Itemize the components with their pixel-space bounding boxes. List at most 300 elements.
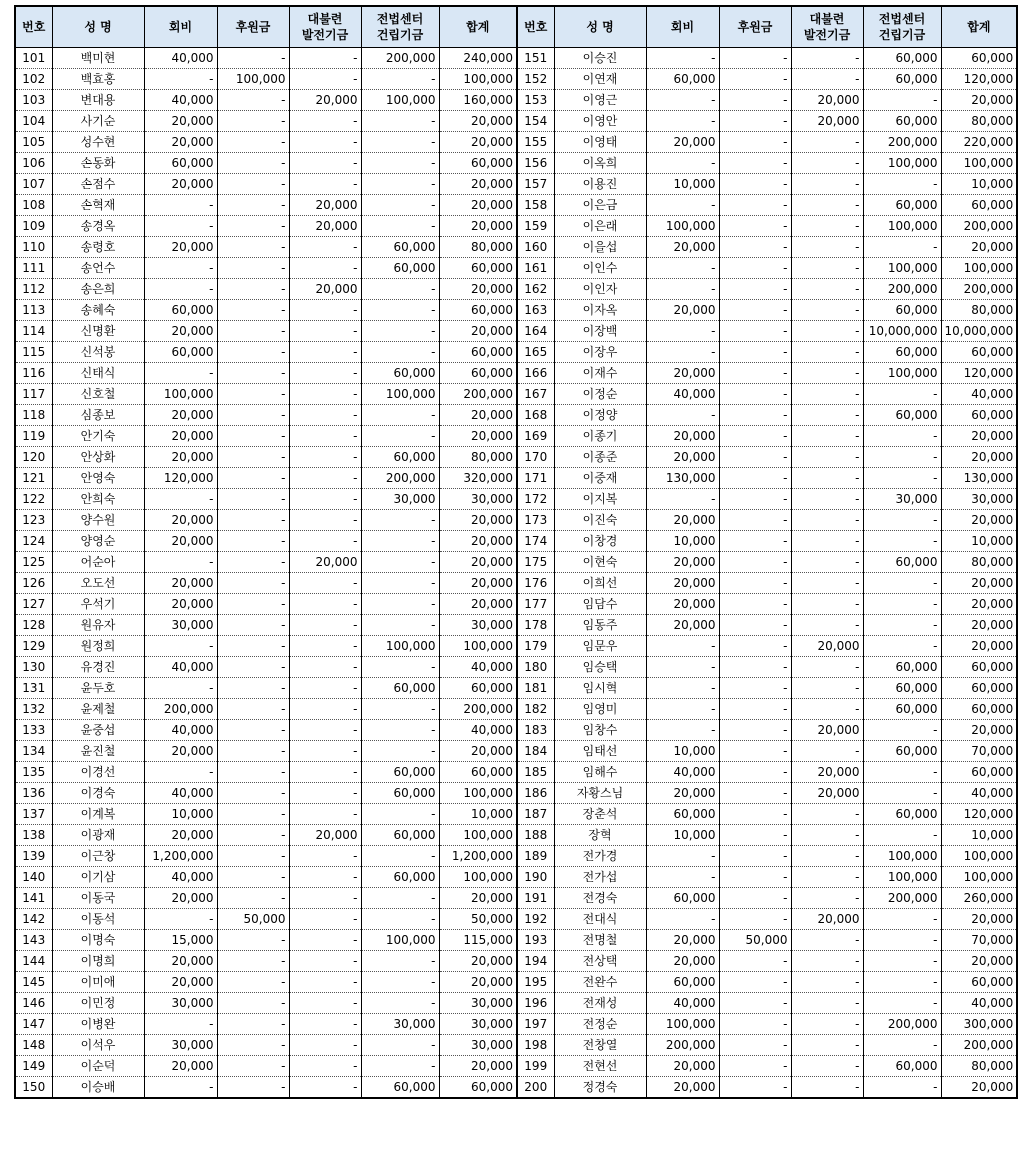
number-cell: 194 — [517, 951, 554, 972]
total-cell: 200,000 — [941, 279, 1017, 300]
membership-fee-cell: 10,000 — [646, 825, 719, 846]
table-row — [15, 741, 1017, 762]
total-cell: 50,000 — [439, 909, 517, 930]
total-cell: 30,000 — [941, 489, 1017, 510]
sponsorship-cell: - — [719, 321, 791, 342]
kubf-fund-cell: - — [289, 993, 361, 1014]
number-cell: 116 — [15, 363, 52, 384]
sponsorship-cell: - — [719, 993, 791, 1014]
number-cell: 113 — [15, 300, 52, 321]
name-cell: 이경선 — [52, 762, 144, 783]
total-cell: 120,000 — [941, 804, 1017, 825]
membership-fee-cell: 20,000 — [144, 531, 217, 552]
dharma-center-fund-cell: 60,000 — [863, 300, 941, 321]
sponsorship-cell: 50,000 — [217, 909, 289, 930]
name-cell: 이지복 — [554, 489, 646, 510]
total-cell: 40,000 — [439, 657, 517, 678]
table-row — [15, 111, 1017, 132]
table-row — [15, 90, 1017, 111]
number-cell: 180 — [517, 657, 554, 678]
table-row — [15, 678, 1017, 699]
membership-fee-cell: 20,000 — [144, 132, 217, 153]
membership-fee-cell: 20,000 — [646, 594, 719, 615]
table-row — [15, 867, 1017, 888]
number-cell: 102 — [15, 69, 52, 90]
kubf-fund-cell: 20,000 — [791, 636, 863, 657]
sponsorship-cell: - — [217, 993, 289, 1014]
total-cell: 30,000 — [439, 615, 517, 636]
total-cell: 300,000 — [941, 1014, 1017, 1035]
number-cell: 174 — [517, 531, 554, 552]
name-cell: 이계복 — [52, 804, 144, 825]
dharma-center-fund-cell: - — [863, 993, 941, 1014]
dharma-center-fund-cell: - — [863, 468, 941, 489]
name-cell: 송혜숙 — [52, 300, 144, 321]
dharma-center-fund-cell: 60,000 — [863, 552, 941, 573]
number-cell: 165 — [517, 342, 554, 363]
sponsorship-cell: - — [217, 342, 289, 363]
name-cell: 사기순 — [52, 111, 144, 132]
sponsorship-cell: - — [217, 48, 289, 69]
col-name-header: 성 명 — [554, 6, 646, 48]
membership-fee-cell: 100,000 — [144, 384, 217, 405]
table-row — [15, 237, 1017, 258]
total-cell: 20,000 — [439, 531, 517, 552]
name-cell: 전대식 — [554, 909, 646, 930]
kubf-fund-cell: - — [791, 846, 863, 867]
name-cell: 이을섭 — [554, 237, 646, 258]
sponsorship-cell: - — [719, 531, 791, 552]
table-row — [15, 972, 1017, 993]
sponsorship-cell: - — [719, 972, 791, 993]
dharma-center-fund-cell: - — [361, 552, 439, 573]
kubf-fund-cell: - — [791, 1035, 863, 1056]
table-row — [15, 153, 1017, 174]
dharma-center-fund-cell: - — [361, 510, 439, 531]
kubf-fund-cell: 20,000 — [289, 825, 361, 846]
name-cell: 신호철 — [52, 384, 144, 405]
number-cell: 167 — [517, 384, 554, 405]
name-cell: 이인자 — [554, 279, 646, 300]
donation-table — [14, 5, 1018, 1099]
dharma-center-fund-cell: - — [361, 426, 439, 447]
number-cell: 142 — [15, 909, 52, 930]
total-cell: 20,000 — [941, 951, 1017, 972]
sponsorship-cell: - — [217, 510, 289, 531]
membership-fee-cell: 30,000 — [144, 615, 217, 636]
number-cell: 114 — [15, 321, 52, 342]
total-cell: 20,000 — [941, 1077, 1017, 1099]
table-row — [15, 1014, 1017, 1035]
table-row — [15, 615, 1017, 636]
dharma-center-fund-cell: 60,000 — [863, 111, 941, 132]
dharma-center-fund-cell: 30,000 — [361, 1014, 439, 1035]
total-cell: 60,000 — [941, 405, 1017, 426]
kubf-fund-cell: 20,000 — [289, 90, 361, 111]
dharma-center-fund-cell: 200,000 — [361, 468, 439, 489]
total-cell: 260,000 — [941, 888, 1017, 909]
dharma-center-fund-cell: - — [863, 174, 941, 195]
name-cell: 손점수 — [52, 174, 144, 195]
total-cell: 40,000 — [941, 384, 1017, 405]
sponsorship-cell: - — [217, 573, 289, 594]
number-cell: 141 — [15, 888, 52, 909]
sponsorship-cell: - — [719, 510, 791, 531]
number-cell: 150 — [15, 1077, 52, 1099]
name-cell: 이승배 — [52, 1077, 144, 1099]
number-cell: 162 — [517, 279, 554, 300]
total-cell: 100,000 — [439, 636, 517, 657]
membership-fee-cell: 60,000 — [144, 153, 217, 174]
table-row — [15, 447, 1017, 468]
col-total-header: 합계 — [439, 6, 517, 48]
name-cell: 안영숙 — [52, 468, 144, 489]
name-cell: 전정순 — [554, 1014, 646, 1035]
membership-fee-cell: 20,000 — [646, 1056, 719, 1077]
sponsorship-cell: - — [719, 552, 791, 573]
membership-fee-cell: - — [646, 153, 719, 174]
dharma-center-fund-cell: 60,000 — [863, 699, 941, 720]
dharma-center-fund-cell: - — [361, 405, 439, 426]
sponsorship-cell: - — [719, 342, 791, 363]
table-row — [15, 657, 1017, 678]
table-row — [15, 468, 1017, 489]
membership-fee-cell: 30,000 — [144, 993, 217, 1014]
table-row — [15, 762, 1017, 783]
name-cell: 임창수 — [554, 720, 646, 741]
number-cell: 110 — [15, 237, 52, 258]
number-cell: 117 — [15, 384, 52, 405]
number-cell: 101 — [15, 48, 52, 69]
dharma-center-fund-cell: - — [863, 237, 941, 258]
total-cell: 20,000 — [941, 594, 1017, 615]
total-cell: 30,000 — [439, 489, 517, 510]
number-cell: 157 — [517, 174, 554, 195]
membership-fee-cell: 10,000 — [646, 741, 719, 762]
sponsorship-cell: - — [719, 657, 791, 678]
sponsorship-cell: - — [719, 405, 791, 426]
sponsorship-cell: - — [217, 783, 289, 804]
sponsorship-cell: - — [217, 1014, 289, 1035]
sponsorship-cell: - — [217, 468, 289, 489]
dharma-center-fund-cell: - — [361, 846, 439, 867]
sponsorship-cell: - — [217, 300, 289, 321]
kubf-fund-cell: - — [791, 972, 863, 993]
total-cell: 20,000 — [439, 405, 517, 426]
number-cell: 185 — [517, 762, 554, 783]
dharma-center-fund-cell: - — [361, 594, 439, 615]
membership-fee-cell: 20,000 — [646, 300, 719, 321]
membership-fee-cell: 20,000 — [144, 321, 217, 342]
name-cell: 자황스님 — [554, 783, 646, 804]
total-cell: 20,000 — [941, 909, 1017, 930]
dharma-center-fund-cell: - — [361, 279, 439, 300]
name-cell: 이현숙 — [554, 552, 646, 573]
table-row — [15, 69, 1017, 90]
sponsorship-cell: - — [719, 447, 791, 468]
total-cell: 20,000 — [439, 972, 517, 993]
kubf-fund-cell: - — [791, 153, 863, 174]
total-cell: 60,000 — [439, 342, 517, 363]
membership-fee-cell: - — [144, 216, 217, 237]
kubf-fund-cell: - — [289, 153, 361, 174]
membership-fee-cell: - — [646, 636, 719, 657]
membership-fee-cell: - — [144, 258, 217, 279]
total-cell: 30,000 — [439, 1014, 517, 1035]
table-row — [15, 951, 1017, 972]
kubf-fund-cell: - — [289, 237, 361, 258]
membership-fee-cell: 20,000 — [144, 405, 217, 426]
sponsorship-cell: - — [217, 741, 289, 762]
total-cell: 20,000 — [439, 573, 517, 594]
dharma-center-fund-cell: 60,000 — [361, 762, 439, 783]
dharma-center-fund-cell: - — [863, 1035, 941, 1056]
sponsorship-cell: - — [719, 720, 791, 741]
dharma-center-fund-cell: - — [863, 720, 941, 741]
dharma-center-fund-cell: - — [361, 699, 439, 720]
kubf-fund-cell: - — [289, 741, 361, 762]
number-cell: 145 — [15, 972, 52, 993]
kubf-fund-cell: 20,000 — [289, 552, 361, 573]
name-cell: 전창열 — [554, 1035, 646, 1056]
name-cell: 안상화 — [52, 447, 144, 468]
dharma-center-fund-cell: - — [361, 111, 439, 132]
table-row — [15, 909, 1017, 930]
membership-fee-cell: 10,000 — [646, 174, 719, 195]
sponsorship-cell: - — [217, 174, 289, 195]
name-cell: 이인수 — [554, 258, 646, 279]
membership-fee-cell: 20,000 — [144, 888, 217, 909]
number-cell: 105 — [15, 132, 52, 153]
dharma-center-fund-cell: - — [361, 321, 439, 342]
membership-fee-cell: 20,000 — [144, 972, 217, 993]
total-cell: 320,000 — [439, 468, 517, 489]
kubf-fund-cell: - — [791, 132, 863, 153]
name-cell: 원정희 — [52, 636, 144, 657]
total-cell: 20,000 — [941, 90, 1017, 111]
name-cell: 윤진철 — [52, 741, 144, 762]
membership-fee-cell: 20,000 — [646, 552, 719, 573]
name-cell: 이영근 — [554, 90, 646, 111]
col-membership-fee-header: 회비 — [144, 6, 217, 48]
dharma-center-fund-cell: 60,000 — [361, 1077, 439, 1099]
name-cell: 전완수 — [554, 972, 646, 993]
sponsorship-cell: - — [719, 741, 791, 762]
number-cell: 140 — [15, 867, 52, 888]
number-cell: 196 — [517, 993, 554, 1014]
sponsorship-cell: - — [217, 762, 289, 783]
table-row — [15, 930, 1017, 951]
membership-fee-cell: 60,000 — [144, 300, 217, 321]
kubf-fund-cell: 20,000 — [791, 762, 863, 783]
number-cell: 128 — [15, 615, 52, 636]
kubf-fund-cell: - — [791, 825, 863, 846]
table-row — [15, 426, 1017, 447]
membership-fee-cell: - — [646, 846, 719, 867]
membership-fee-cell: 60,000 — [646, 888, 719, 909]
sponsorship-cell: - — [217, 237, 289, 258]
number-cell: 131 — [15, 678, 52, 699]
dharma-center-fund-cell: - — [863, 426, 941, 447]
kubf-fund-cell: - — [791, 1056, 863, 1077]
sponsorship-cell: - — [217, 867, 289, 888]
kubf-fund-cell: - — [289, 720, 361, 741]
total-cell: 20,000 — [439, 741, 517, 762]
number-cell: 108 — [15, 195, 52, 216]
kubf-fund-cell: - — [791, 615, 863, 636]
name-cell: 이병완 — [52, 1014, 144, 1035]
sponsorship-cell: - — [719, 951, 791, 972]
number-cell: 126 — [15, 573, 52, 594]
membership-fee-cell: - — [646, 258, 719, 279]
dharma-center-fund-cell: - — [361, 741, 439, 762]
name-cell: 이명희 — [52, 951, 144, 972]
name-cell: 이기삼 — [52, 867, 144, 888]
kubf-fund-cell: - — [289, 1035, 361, 1056]
table-row — [15, 132, 1017, 153]
membership-fee-cell: 10,000 — [144, 804, 217, 825]
number-cell: 139 — [15, 846, 52, 867]
kubf-fund-cell: - — [791, 258, 863, 279]
kubf-fund-cell: - — [289, 363, 361, 384]
sponsorship-cell: - — [217, 489, 289, 510]
dharma-center-fund-cell: - — [863, 531, 941, 552]
total-cell: 20,000 — [941, 510, 1017, 531]
dharma-center-fund-cell: - — [361, 720, 439, 741]
membership-fee-cell: 20,000 — [144, 573, 217, 594]
number-cell: 176 — [517, 573, 554, 594]
membership-fee-cell: 20,000 — [646, 930, 719, 951]
kubf-fund-cell: 20,000 — [289, 279, 361, 300]
total-cell: 60,000 — [941, 699, 1017, 720]
sponsorship-cell: - — [217, 216, 289, 237]
number-cell: 190 — [517, 867, 554, 888]
total-cell: 60,000 — [439, 762, 517, 783]
sponsorship-cell: - — [719, 762, 791, 783]
total-cell: 20,000 — [439, 111, 517, 132]
total-cell: 80,000 — [941, 552, 1017, 573]
number-cell: 182 — [517, 699, 554, 720]
table-row — [15, 993, 1017, 1014]
number-cell: 127 — [15, 594, 52, 615]
number-cell: 173 — [517, 510, 554, 531]
col-dharma-center-fund-header: 전법센터 건립기금 — [361, 6, 439, 48]
sponsorship-cell: - — [217, 1035, 289, 1056]
membership-fee-cell: 100,000 — [646, 216, 719, 237]
table-row — [15, 258, 1017, 279]
total-cell: 200,000 — [941, 1035, 1017, 1056]
table-row — [15, 405, 1017, 426]
total-cell: 100,000 — [941, 846, 1017, 867]
number-cell: 151 — [517, 48, 554, 69]
sponsorship-cell: - — [719, 1056, 791, 1077]
membership-fee-cell: 40,000 — [144, 90, 217, 111]
name-cell: 이정양 — [554, 405, 646, 426]
number-cell: 136 — [15, 783, 52, 804]
membership-fee-cell: - — [646, 867, 719, 888]
kubf-fund-cell: - — [289, 1077, 361, 1099]
number-cell: 104 — [15, 111, 52, 132]
kubf-fund-cell: - — [289, 804, 361, 825]
sponsorship-cell: - — [217, 657, 289, 678]
total-cell: 30,000 — [439, 1035, 517, 1056]
membership-fee-cell: 20,000 — [646, 426, 719, 447]
membership-fee-cell: 20,000 — [144, 111, 217, 132]
sponsorship-cell: - — [217, 972, 289, 993]
number-cell: 169 — [517, 426, 554, 447]
total-cell: 70,000 — [941, 930, 1017, 951]
sponsorship-cell: - — [719, 699, 791, 720]
name-cell: 원유자 — [52, 615, 144, 636]
membership-fee-cell: - — [646, 342, 719, 363]
total-cell: 40,000 — [941, 783, 1017, 804]
dharma-center-fund-cell: - — [863, 510, 941, 531]
number-cell: 122 — [15, 489, 52, 510]
name-cell: 이연재 — [554, 69, 646, 90]
sponsorship-cell: - — [719, 363, 791, 384]
sponsorship-cell: - — [217, 951, 289, 972]
number-cell: 147 — [15, 1014, 52, 1035]
membership-fee-cell: 40,000 — [646, 384, 719, 405]
sponsorship-cell: - — [719, 132, 791, 153]
number-cell: 135 — [15, 762, 52, 783]
total-cell: 60,000 — [941, 762, 1017, 783]
total-cell: 20,000 — [439, 1056, 517, 1077]
name-cell: 임동주 — [554, 615, 646, 636]
kubf-fund-cell: - — [289, 930, 361, 951]
membership-fee-cell: - — [144, 909, 217, 930]
dharma-center-fund-cell: 60,000 — [361, 867, 439, 888]
kubf-fund-cell: - — [791, 216, 863, 237]
dharma-center-fund-cell: - — [361, 153, 439, 174]
kubf-fund-cell: - — [791, 867, 863, 888]
name-cell: 이자옥 — [554, 300, 646, 321]
total-cell: 60,000 — [439, 300, 517, 321]
total-cell: 100,000 — [439, 867, 517, 888]
dharma-center-fund-cell: - — [361, 342, 439, 363]
sponsorship-cell: - — [719, 195, 791, 216]
kubf-fund-cell: - — [289, 1056, 361, 1077]
kubf-fund-cell: - — [289, 342, 361, 363]
kubf-fund-cell: - — [791, 300, 863, 321]
number-cell: 112 — [15, 279, 52, 300]
table-row — [15, 1035, 1017, 1056]
kubf-fund-cell: - — [791, 279, 863, 300]
number-cell: 155 — [517, 132, 554, 153]
name-cell: 변대용 — [52, 90, 144, 111]
table-row — [15, 216, 1017, 237]
kubf-fund-cell: - — [791, 741, 863, 762]
sponsorship-cell: - — [719, 48, 791, 69]
sponsorship-cell: - — [217, 930, 289, 951]
dharma-center-fund-cell: 60,000 — [863, 48, 941, 69]
sponsorship-cell: - — [217, 195, 289, 216]
sponsorship-cell: - — [217, 426, 289, 447]
dharma-center-fund-cell: - — [361, 657, 439, 678]
membership-fee-cell: 60,000 — [144, 342, 217, 363]
sponsorship-cell: - — [719, 174, 791, 195]
membership-fee-cell: - — [144, 1077, 217, 1099]
name-cell: 이경숙 — [52, 783, 144, 804]
dharma-center-fund-cell: 60,000 — [863, 741, 941, 762]
sponsorship-cell: - — [217, 321, 289, 342]
membership-fee-cell: - — [144, 636, 217, 657]
kubf-fund-cell: - — [791, 594, 863, 615]
total-cell: 60,000 — [941, 342, 1017, 363]
kubf-fund-cell: - — [791, 342, 863, 363]
number-cell: 143 — [15, 930, 52, 951]
dharma-center-fund-cell: - — [863, 930, 941, 951]
